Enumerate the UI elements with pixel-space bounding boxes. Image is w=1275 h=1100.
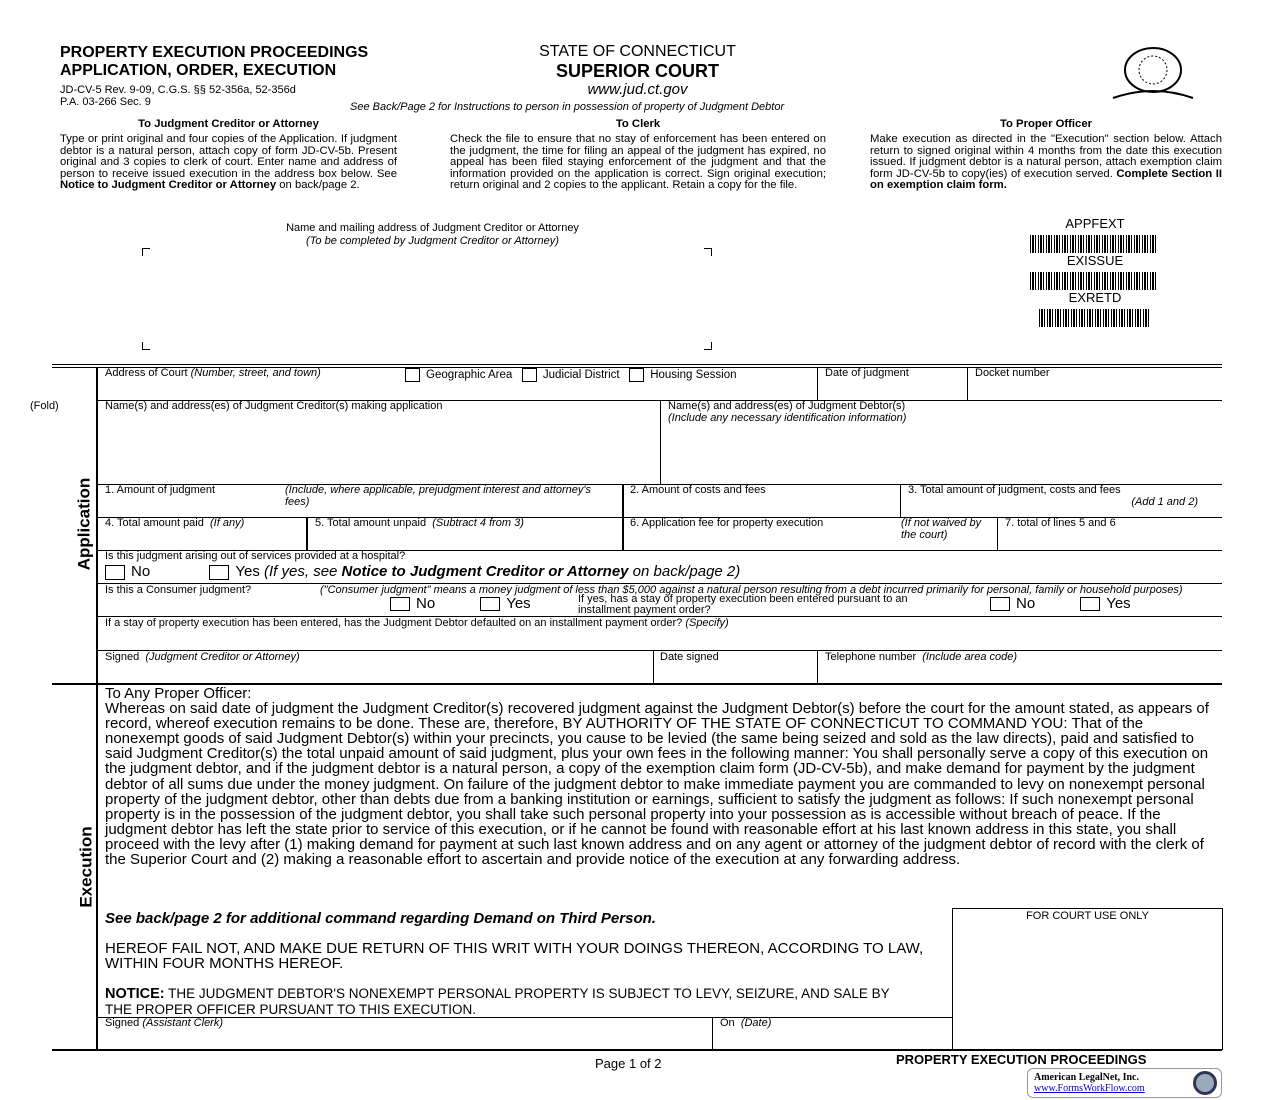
label: Yes (506, 594, 531, 612)
heading: To Proper Officer (999, 118, 1093, 130)
application-fee-note: (If not waived by the court) (901, 517, 982, 541)
text-bold: Complete Section II on exemption claim form. (870, 167, 1223, 192)
court-name: SUPERIOR COURT (555, 61, 719, 81)
label: Name and mailing address of Judgment Creditor or Attorney (286, 222, 579, 234)
label: 4. Total amount paid (105, 517, 204, 529)
state-seal-icon (1108, 40, 1198, 102)
appfext-label: APPFEXT (1065, 216, 1125, 231)
website: www.jud.ct.gov (587, 81, 688, 98)
docket-number-field[interactable]: Docket number (975, 367, 1050, 379)
court-use-box (952, 908, 1223, 1050)
total-amount-field[interactable] (908, 484, 1198, 508)
label: Geographic Area (426, 369, 513, 382)
note: (Include area code) (922, 651, 1018, 663)
hospital-options (105, 564, 740, 580)
note: (Add 1 and 2) (1131, 496, 1198, 508)
address-box[interactable] (142, 248, 712, 350)
label: No (1016, 594, 1036, 612)
court-heading (480, 43, 795, 98)
execution-text (105, 686, 1215, 867)
label: 5. Total amount unpaid (315, 517, 427, 529)
note-bold: Notice to Judgment Creditor or Attorney (341, 563, 629, 580)
application-section-label: Application (74, 477, 94, 571)
clerk-signature-field[interactable] (105, 1017, 223, 1029)
application-fee-field[interactable]: 6. Application fee for property execution (630, 517, 824, 529)
see-back-note: See Back/Page 2 for Instructions to person in possession of property of Judgment Debtor (350, 101, 785, 113)
stay-yes-checkbox[interactable] (1080, 597, 1100, 611)
form-id: JD-CV-5 Rev. 9-09, C.G.S. §§ 52-356a, 52-356d (60, 84, 296, 96)
command-body: Whereas on said date of judgment the Judgment Creditor(s) recovered judgment against the Judgment Debtor(s) before the court for the amount stated, as appears of record, whereof execution remains to be done. These are, therefore, BY AUTHORITY OF THE STATE OF CONNECTICUT TO COMMAND YOU: That of the nonexempt goods of said Judgment Debtor(s) within your precincts, you cause to be levied (the same being seized and sold as the law directs), paid and satisfied to said Judgment Creditor(s) the total unpaid amount of said judgment, plus your own fees in the following manner: You shall personally serve a copy of this execution on the judgment debtor, and if the judgment debtor is a natural person, a copy of the exemption claim form (JD-CV-5b), and make demand for payment by the judgment debtor of all sums due under the money judgment. On failure of the judgment debtor to make immediate payment you are commanded to levy on nonexempt personal property of the judgment debtor, other than debts due from a banking institution or earnings, sufficient to satisfy the judgment as follows: If such nonexempt personal property is in the possession of the judgment debtor, you shall take such personal property into your possession as is accessible without breach of peace. If the judgment debtor has left the state prior to service of this execution, or if he cannot be found with reasonable effort at his last known address in this state, you shall proceed with the levy after (1) making demand for payment at such last known address and on any agent or attorney of the judgment debtor of record with the clerk of the Superior Court and (2) making a reasonable effort to ascertain and provide notice of the execution at any forwarding address. (105, 700, 1209, 869)
total-lines-field[interactable]: 7. total of lines 5 and 6 (1005, 517, 1116, 529)
note: (Date) (740, 1017, 772, 1029)
text: Type or print original and four copies of the Application. If judgment debtor is a natural person, attach copy of form JD-CV-5b. Present original and 3 copies to clerk of court. Enter name and address of person to receive issued execution in the address box below. See (60, 133, 397, 180)
stay-question: If yes, has a stay of property execution been entered pursuant to an installment payment order? (578, 593, 908, 616)
state-name: STATE OF CONNECTICUT (539, 43, 736, 60)
label: If a stay of property execution has been entered, has the Judgment Debtor defaulted on an installment payment order? (105, 617, 683, 629)
label: Judicial District (542, 369, 620, 382)
consumer-options (390, 594, 531, 612)
note: (If any) (210, 517, 245, 529)
instruction-text (870, 134, 1222, 192)
instructions-officer (870, 118, 1222, 192)
label: Yes (235, 563, 260, 580)
note: (Specify) (685, 617, 729, 629)
see-back-command: See back/page 2 for additional command regarding Demand on Third Person. (105, 910, 656, 927)
stay-options (990, 594, 1131, 612)
default-question-field[interactable] (105, 617, 729, 629)
label: Telephone number (825, 651, 917, 663)
hospital-yes-checkbox[interactable] (209, 565, 229, 580)
footer-title: PROPERTY EXECUTION PROCEEDINGS (896, 1052, 1147, 1067)
on-date-field[interactable] (720, 1017, 771, 1029)
label: 3. Total amount of judgment, costs and fees (908, 484, 1121, 496)
barcode-icon (1030, 272, 1158, 290)
hereof-text: HEREOF FAIL NOT, AND MAKE DUE RETURN OF THIS WRIT WITH YOUR DOINGS THEREON, ACCORDING TO LAW, WITHIN FOUR MONTHS HEREOF. (105, 940, 924, 973)
barcode-icon (1030, 235, 1158, 253)
address-box-label (140, 222, 725, 248)
globe-icon (1193, 1071, 1217, 1095)
page-number: Page 1 of 2 (595, 1056, 662, 1071)
addressee: To Any Proper Officer: (105, 685, 252, 702)
creditors-field[interactable]: Name(s) and address(es) of Judgment Creditor(s) making application (105, 400, 443, 412)
form-title (60, 44, 368, 80)
total-paid-field[interactable] (105, 517, 244, 529)
note: (To be completed by Judgment Creditor or Attorney) (306, 235, 559, 247)
barcode-area (1030, 216, 1160, 327)
label: Name(s) and address(es) of Judgment Debtor(s) (668, 400, 906, 412)
date-of-judgment-field[interactable]: Date of judgment (825, 367, 909, 379)
exissue-label: EXISSUE (1066, 253, 1124, 268)
amount-of-judgment-note: (Include, where applicable, prejudgment interest and attorney's fees) (285, 484, 592, 508)
notice (105, 986, 905, 1017)
creditor-signature-field[interactable] (105, 651, 300, 663)
address-of-court-field[interactable] (105, 367, 321, 379)
label: Signed (105, 651, 140, 663)
hospital-no-checkbox[interactable] (105, 565, 125, 580)
brand-name: American LegalNet, Inc. (1034, 1072, 1139, 1083)
court-use-label: FOR COURT USE ONLY (1026, 910, 1149, 922)
instructions-creditor (60, 118, 397, 192)
notice-label: NOTICE: (105, 986, 165, 1002)
consumer-question: Is this a Consumer judgment? (105, 584, 252, 596)
telephone-field[interactable] (825, 651, 1017, 663)
note: (Subtract 4 from 3) (432, 517, 524, 529)
stay-no-checkbox[interactable] (990, 597, 1010, 611)
text-bold: Notice to Judgment Creditor or Attorney (60, 179, 277, 192)
note: ("Consumer judgment" means a money judgment of less than $5,000 against a natural person resulting from a debt incurred primarily for personal, family or household purposes) (320, 584, 1183, 596)
notice-text: THE JUDGMENT DEBTOR'S NONEXEMPT PERSONAL PROPERTY IS SUBJECT TO LEVY, SEIZURE, AND SALE BY THE PROPER OFFICER PURSUANT TO THIS EXECUTION. (105, 986, 890, 1017)
note-after: on back/page 2) (628, 563, 741, 580)
exretd-label: EXRETD (1068, 290, 1122, 305)
label: Housing Session (650, 369, 737, 382)
note: (Judgment Creditor or Attorney) (145, 651, 300, 663)
consumer-no-checkbox[interactable] (390, 597, 410, 611)
geographic-area-checkbox[interactable] (405, 368, 420, 382)
execution-section-label: Execution (76, 826, 96, 908)
fold-mark: (Fold) (30, 400, 59, 412)
label: Yes (1106, 594, 1131, 612)
instruction-text: Check the file to ensure that no stay of enforcement has been entered on the judgment, the time for filing an appeal of the judgment has expired, no appeal has been filed staying enforcement of the judgment and that the information provided on the application is correct. Sign original execution; return original and 2 copies to the applicant. Retain a copy for the file. (450, 133, 826, 192)
label: Address of Court (105, 367, 188, 379)
text-after: on back/page 2. (276, 179, 360, 192)
consumer-yes-checkbox[interactable] (480, 597, 500, 611)
judicial-district-checkbox[interactable] (522, 368, 537, 382)
note: (Number, street, and town) (190, 367, 321, 379)
brand-link[interactable]: www.FormsWorkFlow.com (1034, 1083, 1145, 1094)
instruction-text (60, 134, 397, 192)
housing-session-checkbox[interactable] (629, 368, 644, 382)
title-line-1: PROPERTY EXECUTION PROCEEDINGS (60, 44, 369, 61)
hospital-question: Is this judgment arising out of services provided at a hospital? (105, 550, 406, 562)
brand-badge[interactable] (1027, 1068, 1222, 1098)
title-line-2: APPLICATION, ORDER, EXECUTION (60, 62, 337, 79)
instructions-clerk (450, 118, 826, 192)
barcode-icon (1039, 309, 1151, 327)
debtors-field[interactable] (668, 400, 906, 424)
heading: To Judgment Creditor or Attorney (138, 118, 319, 130)
note: (Include any necessary identification information) (668, 412, 907, 424)
court-type-options (405, 368, 737, 382)
note: (If yes, see (264, 563, 342, 580)
costs-fees-field[interactable]: 2. Amount of costs and fees (630, 484, 766, 496)
note: (Assistant Clerk) (142, 1017, 224, 1029)
label: No (416, 594, 436, 612)
label: No (131, 563, 151, 580)
text: Make execution as directed in the "Execution" section below. Attach return to signed original within 4 months from the date this execution issued. If judgment debtor is a natural person, attach exemption claim form JD-CV-5b to copy(ies) of execution served. (870, 133, 1222, 180)
pa-ref: P.A. 03-266 Sec. 9 (60, 96, 151, 108)
amount-of-judgment-field[interactable]: 1. Amount of judgment (105, 484, 216, 496)
label: On (720, 1017, 735, 1029)
date-signed-field[interactable]: Date signed (660, 651, 719, 663)
label: Signed (105, 1017, 140, 1029)
heading: To Clerk (615, 118, 661, 130)
total-unpaid-field[interactable] (315, 517, 524, 529)
